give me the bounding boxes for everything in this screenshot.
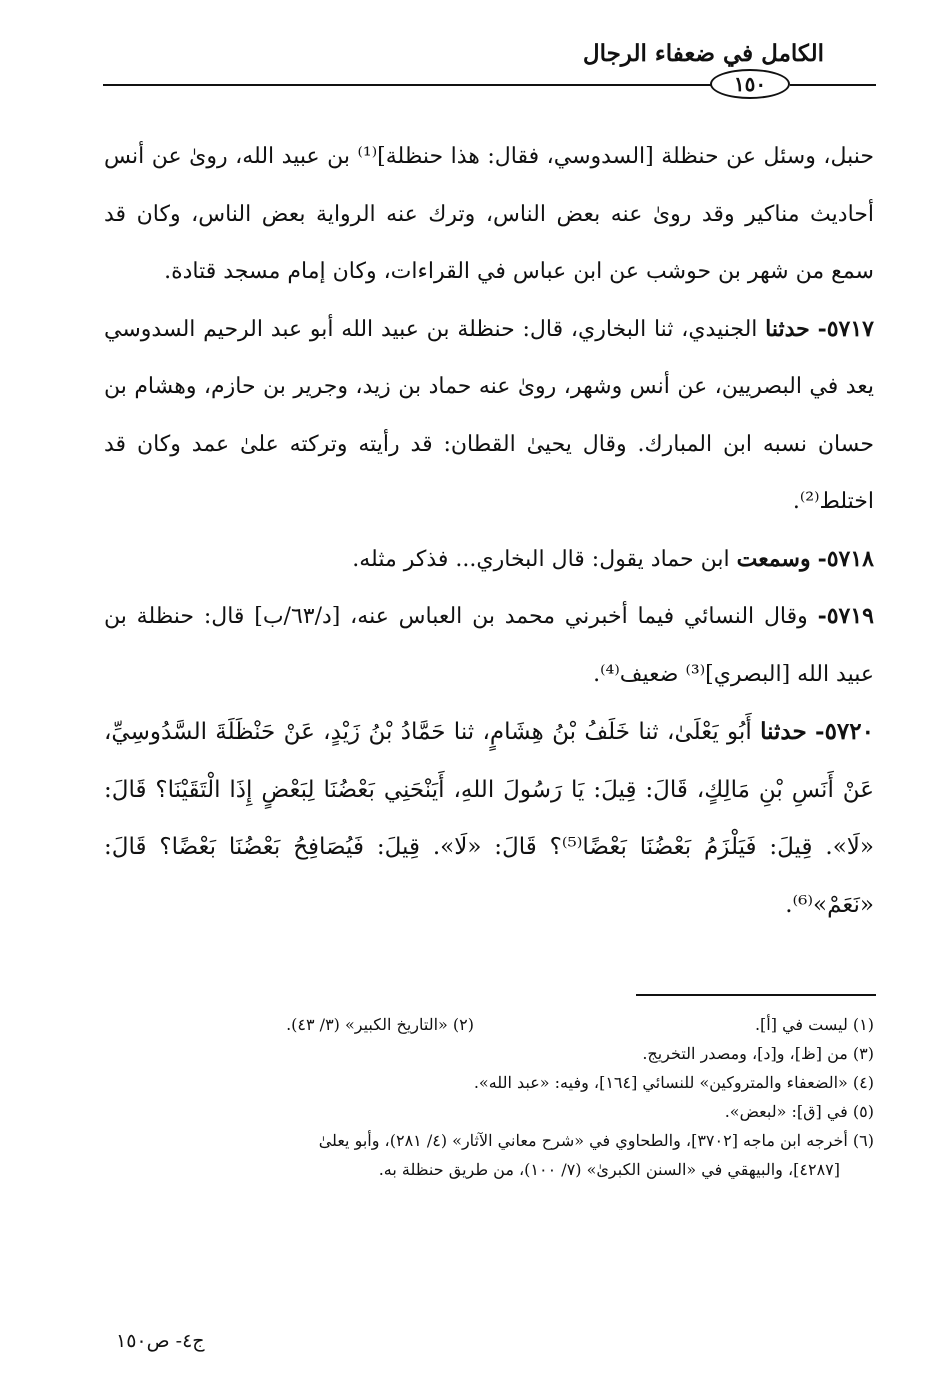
entry-keyword: حدثنا — [765, 315, 810, 342]
entry-5720 — [104, 703, 874, 934]
entry-text: الجنيدي، ثنا البخاري، قال: حنظلة بن عبيد الله أبو عبد الرحيم السدوسي يعد في البصريين، عن أنس وشهر، روىٰ عنه حماد بن زيد، وجرير بن حازم، وهشام بن حسان نسبه ابن المبارك. وقال يحيىٰ القطان: قد رأيته وتركته علىٰ عمد وكان قد اختلط⁽²⁾. — [104, 316, 874, 514]
footnote-row — [104, 1010, 874, 1039]
footnote-2: (٢) «التاريخ الكبير» (٣/ ٤٣). — [286, 1015, 474, 1034]
entry-number: ٥٧٢٠- — [815, 718, 874, 745]
entry-5719 — [104, 588, 874, 703]
main-text — [104, 128, 874, 934]
header-rule-right — [790, 84, 876, 86]
entry-text: وقال النسائي فيما أخبرني محمد بن العباس عنه، [د/٦٣/ب] قال: حنظلة بن عبيد الله [البصري]⁽³⁾ ضعيف⁽⁴⁾. — [104, 604, 874, 687]
footnote-6-continued: [٤٢٨٧]، والبيهقي في «السنن الكبرىٰ» (٧/ ١٠٠)، من طريق حنظلة به. — [378, 1160, 840, 1179]
footnote-5: (٥) في [ق]: «لبعض». — [724, 1102, 874, 1121]
entry-5718 — [104, 531, 874, 589]
page-number: ١٥٠ — [710, 69, 790, 99]
footnote-separator — [636, 994, 876, 996]
entry-5717 — [104, 301, 874, 531]
footnote-4: (٤) «الضعفاء والمتروكين» للنسائي [١٦٤]، وفيه: «عبد الله». — [473, 1073, 874, 1092]
entry-number: ٥٧١٧- — [817, 315, 874, 342]
entry-keyword: حدثنا — [760, 718, 807, 745]
header-rule — [103, 84, 711, 86]
volume-page-reference: ج٤- ص١٥٠ — [116, 1330, 205, 1352]
footnote-6: (٦) أخرجه ابن ماجه [٣٧٠٢]، والطحاوي في «شرح معاني الآثار» (٤/ ٢٨١)، وأبو يعلىٰ — [318, 1131, 874, 1150]
footnote-3: (٣) من [ظ]، و[د]، ومصدر التخريج. — [642, 1044, 874, 1063]
footnotes — [104, 1010, 874, 1184]
entry-number: ٥٧١٨- — [817, 545, 874, 572]
footnote-1: (١) ليست في [أ]. — [754, 1015, 874, 1034]
paragraph-intro: حنبل، وسئل عن حنظلة [السدوسي، فقال: هذا حنظلة]⁽¹⁾ بن عبيد الله، روىٰ عن أنس أحاديث مناكير وقد روىٰ عنه بعض الناس، وترك عنه الرواية بعض الناس، وكان قد سمع من شهر بن حوشب عن ابن عباس في القراءات، وكان إمام مسجد قتادة. — [104, 144, 874, 284]
entry-number: ٥٧١٩- — [817, 603, 874, 629]
running-title: الكامل في ضعفاء الرجال — [582, 40, 824, 67]
entry-keyword: وسمعت — [736, 545, 811, 572]
entry-text: ابن حماد يقول: قال البخاري... فذكر مثله. — [352, 546, 737, 572]
entry-text: أَبُو يَعْلَىٰ، ثنا خَلَفُ بْنُ هِشَامٍ، ثنا حَمَّادُ بْنُ زَيْدٍ، عَنْ حَنْظَلَةَ السَّدُوسِيِّ، عَنْ أَنَسِ بْنِ مَالِكٍ، قَالَ: قِيلَ: يَا رَسُولَ اللهِ، أَيَنْحَنِي بَعْضُنَا لِبَعْضٍ إِذَا الْتَقَيْنَا؟ قَالَ: «لَا». قِيلَ: فَيَلْزَمُ بَعْضُنَا بَعْضًا⁽⁵⁾؟ قَالَ: «لَا». قِيلَ: فَيُصَافِحُ بَعْضُنَا بَعْضًا؟ قَالَ: «نَعَمْ»⁽⁶⁾. — [104, 719, 875, 918]
